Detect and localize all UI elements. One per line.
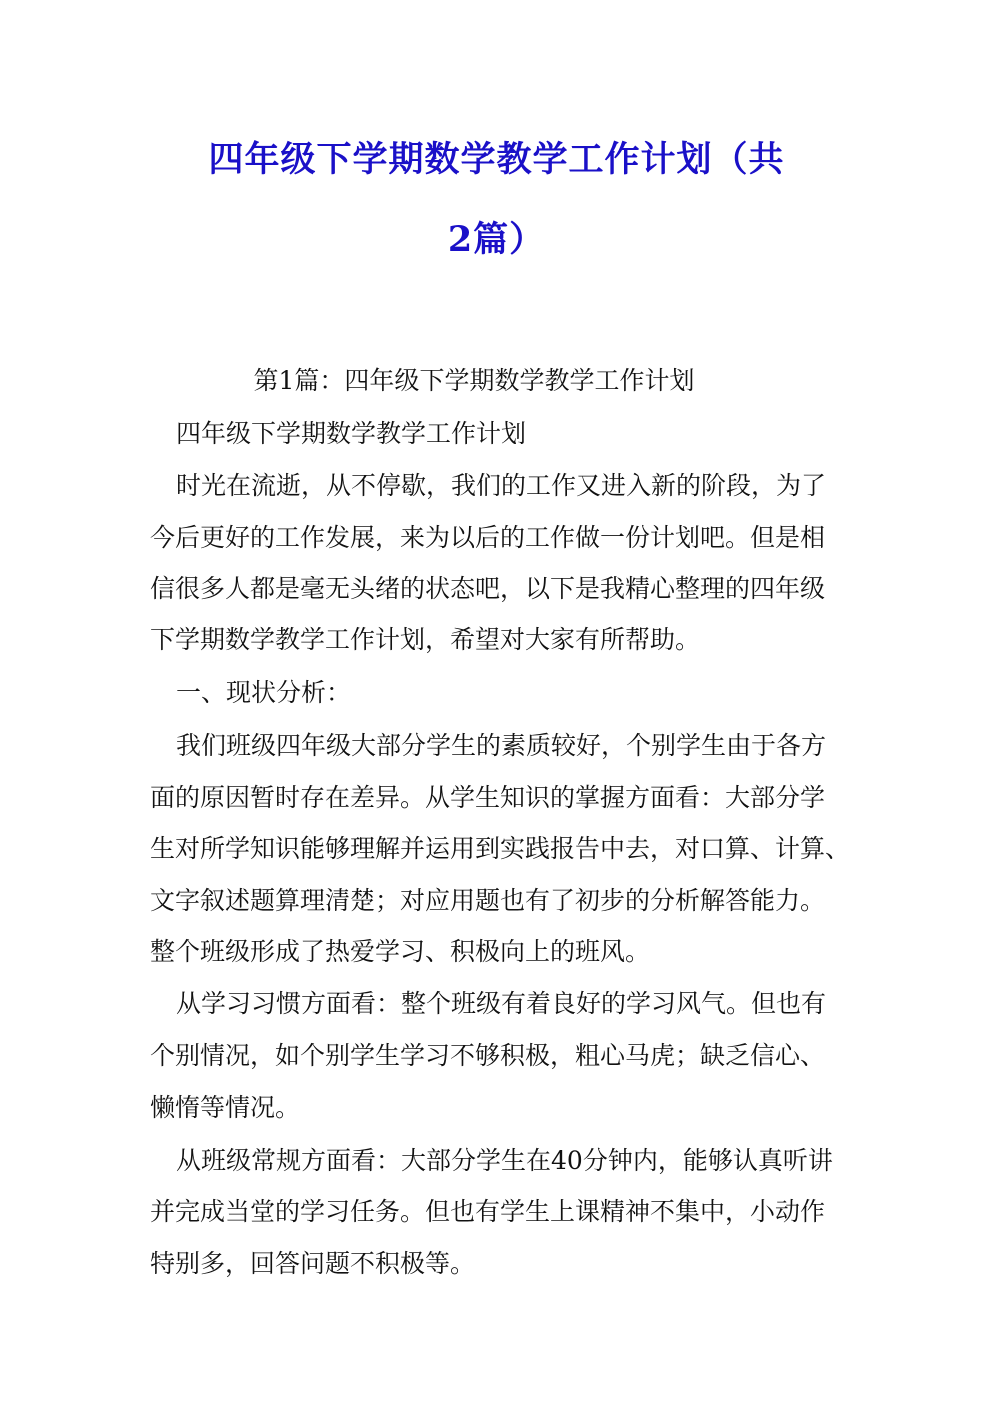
body-line: 从班级常规方面看：大部分学生在40分钟内，能够认真听讲 [176, 1146, 833, 1175]
body-line: 从学习习惯方面看：整个班级有着良好的学习风气。但也有 [176, 989, 827, 1018]
body-line: 文字叙述题算理清楚；对应用题也有了初步的分析解答能力。 [150, 886, 826, 915]
body-line: 一、现状分析： [176, 678, 352, 707]
body-line: 四年级下学期数学教学工作计划 [176, 419, 527, 448]
body-line: 整个班级形成了热爱学习、积极向上的班风。 [150, 937, 651, 966]
document-title-line-2: 2篇） [447, 219, 546, 260]
body-line: 懒惰等情况。 [150, 1093, 301, 1122]
body-line: 生对所学知识能够理解并运用到实践报告中去，对口算、计算、 [150, 834, 851, 863]
document-title-line-1: 四年级下学期数学教学工作计划（共 [208, 139, 785, 180]
body-line: 个别情况，如个别学生学习不够积极，粗心马虎；缺乏信心、 [150, 1041, 826, 1070]
body-line: 并完成当堂的学习任务。但也有学生上课精神不集中，小动作 [150, 1197, 826, 1226]
body-line: 特别多，回答问题不积极等。 [150, 1249, 476, 1278]
body-line: 下学期数学教学工作计划，希望对大家有所帮助。 [150, 625, 701, 654]
body-line: 面的原因暂时存在差异。从学生知识的掌握方面看：大部分学 [150, 783, 826, 812]
body-line: 我们班级四年级大部分学生的素质较好，个别学生由于各方 [176, 731, 827, 760]
body-line: 时光在流逝，从不停歇，我们的工作又进入新的阶段，为了 [176, 471, 827, 500]
section-heading: 第1篇：四年级下学期数学教学工作计划 [253, 366, 695, 395]
body-line: 信很多人都是毫无头绪的状态吧，以下是我精心整理的四年级 [150, 574, 826, 603]
body-line: 今后更好的工作发展，来为以后的工作做一份计划吧。但是相 [150, 523, 826, 552]
